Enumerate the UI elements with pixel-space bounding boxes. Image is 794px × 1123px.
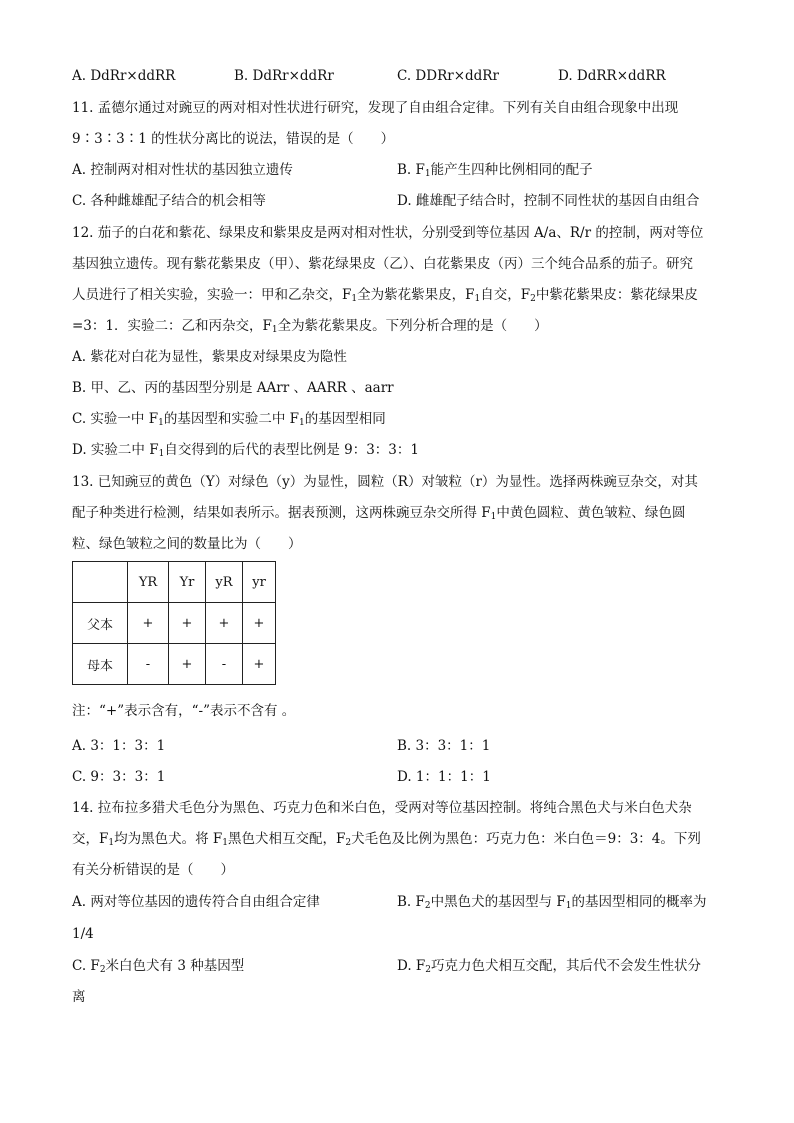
q14-option-b-continued: 1/4 [72, 926, 94, 942]
q13-stem-line1: 13. 已知豌豆的黄色（Y）对绿色（y）为显性，圆粒（R）对皱粒（r）为显性。选择两株豌豆杂交，对其 [72, 474, 698, 490]
table-cell: 父本 [73, 603, 128, 644]
table-cell: - [128, 644, 169, 685]
q14-option-c: C. $F_2$米白色犬有 3 种基因型 [72, 958, 245, 975]
q13-table-note: 注：“+”表示含有，“-”表示不含有 。 [72, 703, 296, 719]
gamete-table [72, 561, 276, 685]
q10-option-d: D. DdRR×ddRR [558, 68, 666, 84]
table-row [73, 603, 276, 644]
q12-stem-line3: 人员进行了相关实验，实验一：甲和乙杂交，$F_1$全为紫花紫果皮，$F_1$自交，$F_2$中紫花紫果皮：紫花绿果皮 [72, 287, 698, 304]
q12-stem-line4: =3：1．实验二：乙和丙杂交，$F_1$全为紫花紫果皮。下列分析合理的是（ ） [72, 318, 548, 335]
table-cell: + [169, 603, 206, 644]
table-cell: - [206, 644, 243, 685]
q12-option-a: A. 紫花对白花为显性，紫果皮对绿果皮为隐性 [72, 349, 347, 365]
q14-stem-line3: 有关分析错误的是（ ） [72, 862, 234, 878]
q14-option-d: D. $F_2$巧克力色犬相互交配，其后代不会发生性状分 [397, 958, 702, 975]
q12-option-d: D. 实验二中 $F_1$自交得到的后代的表型比例是 9：3：3：1 [72, 442, 419, 459]
q13-option-d: D. 1：1：1：1 [397, 769, 491, 785]
table-header-cell [73, 562, 128, 603]
table-header-cell: yr [243, 562, 276, 603]
table-cell: + [169, 644, 206, 685]
table-header-cell: YR [128, 562, 169, 603]
q14-stem-line1: 14. 拉布拉多猎犬毛色分为黑色、巧克力色和米白色，受两对等位基因控制。将纯合黑色犬与米白色犬杂 [72, 800, 692, 816]
q11-option-c: C. 各种雌雄配子结合的机会相等 [72, 193, 266, 209]
q12-stem-line1: 12. 茄子的白花和紫花、绿果皮和紫果皮是两对相对性状，分别受到等位基因 A/a、R/r 的控制，两对等位 [72, 225, 704, 241]
q11-stem-line2: 9∶3∶3∶1 的性状分离比的说法，错误的是（ ） [72, 131, 395, 147]
q12-stem-line2: 基因独立遗传。现有紫花紫果皮（甲）、紫花绿果皮（乙）、白花紫果皮（丙）三个纯合品系的茄子。研究 [72, 256, 693, 272]
q11-stem-line1: 11. 孟德尔通过对豌豆的两对相对性状进行研究，发现了自由组合定律。下列有关自由组合现象中出现 [72, 100, 679, 116]
q13-stem-line2: 配子种类进行检测，结果如表所示。据表预测，这两株豌豆杂交所得 $F_1$中黄色圆粒、黄色皱粒、绿色圆 [72, 505, 686, 522]
q13-stem-line3: 粒、绿色皱粒之间的数量比为（ ） [72, 536, 302, 552]
table-cell: + [243, 603, 276, 644]
q11-option-a: A. 控制两对相对性状的基因独立遗传 [72, 162, 293, 178]
q13-option-a: A. 3：1：3：1 [72, 738, 166, 754]
q14-stem-line2: 交，$F_1$均为黑色犬。将 $F_1$黑色犬相互交配，$F_2$犬毛色及比例为黑色：巧克力色：米白色＝9：3：4。下列 [72, 831, 701, 848]
table-cell: + [128, 603, 169, 644]
q14-option-a: A. 两对等位基因的遗传符合自由组合定律 [72, 894, 320, 910]
q12-option-b: B. 甲、乙、丙的基因型分别是 AArr 、AARR 、aarr [72, 380, 394, 396]
q14-option-b: B. $F_2$中黑色犬的基因型与 $F_1$的基因型相同的概率为 [397, 894, 707, 911]
table-cell: 母本 [73, 644, 128, 685]
q12-option-c: C. 实验一中 $F_1$的基因型和实验二中 $F_1$的基因型相同 [72, 411, 386, 428]
q10-option-c: C. DDRr×ddRr [397, 68, 499, 84]
q13-option-b: B. 3：3：1：1 [397, 738, 491, 754]
table-cell: + [206, 603, 243, 644]
q13-option-c: C. 9：3：3：1 [72, 769, 166, 785]
q14-option-d-continued: 离 [72, 989, 86, 1005]
table-cell: + [243, 644, 276, 685]
q10-option-b: B. DdRr×ddRr [234, 68, 334, 84]
q10-option-a: A. DdRr×ddRR [72, 68, 176, 84]
q11-option-d: D. 雌雄配子结合时，控制不同性状的基因自由组合 [397, 193, 700, 209]
table-row [73, 644, 276, 685]
q11-option-b: B. $F_1$能产生四种比例相同的配子 [397, 162, 593, 179]
table-header-cell: yR [206, 562, 243, 603]
table-header-cell: Yr [169, 562, 206, 603]
table-header-row [73, 562, 276, 603]
